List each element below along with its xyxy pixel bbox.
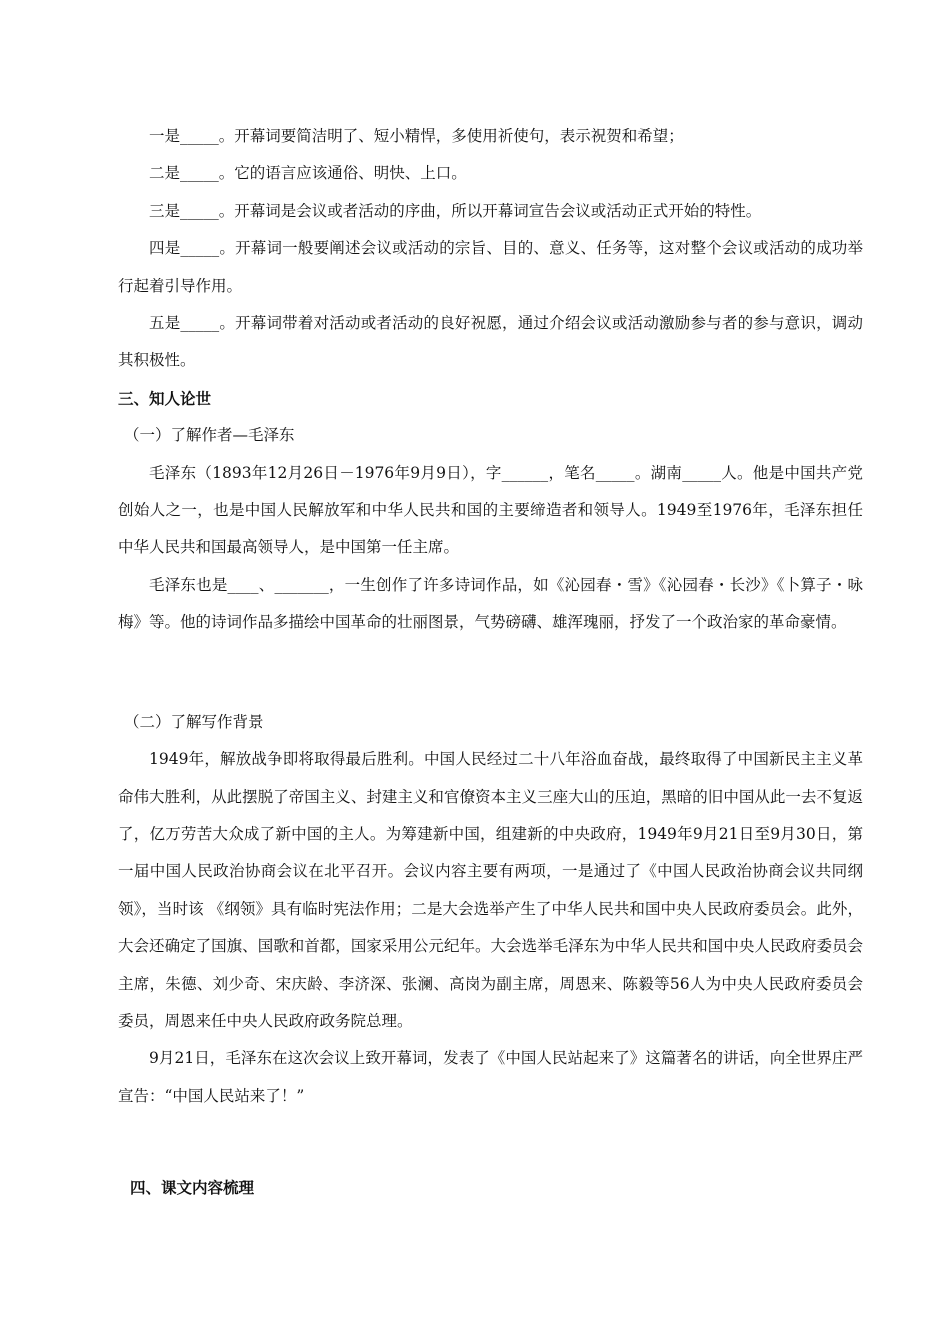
section-4-heading: 四、课文内容梳理	[130, 1178, 255, 1198]
author-paragraph-2: 毛泽东也是____、_______，一生创作了许多诗词作品，如《沁园春・雪》《沁园春・长沙》《卜算子・咏梅》等。他的诗词作品多描绘中国革命的壮丽图景，气势磅礴、雄浑瑰丽，抒发了一个政治家的革命豪情。	[118, 575, 863, 632]
feature-item-3: 三是_____。开幕词是会议或者活动的序曲，所以开幕词宣告会议或活动正式开始的特性。	[149, 201, 762, 220]
background-paragraph-2: 9月21日，毛泽东在这次会议上致开幕词，发表了《中国人民站起来了》这篇著名的讲话，向全世界庄严宣告：“中国人民站来了！”	[118, 1049, 863, 1105]
feature-item-1: 一是_____。开幕词要简洁明了、短小精悍，多使用祈使句，表示祝贺和希望；	[149, 127, 684, 145]
author-paragraph-1: 毛泽东（1893年12月26日－1976年9月9日），字______，笔名_____。湖南_____人。他是中国共产党创始人之一，也是中国人民解放军和中华人民共和国的主要缔造者和领导人。1949至1976年，毛泽东担任中华人民共和国最高领导人，是中国第一任主席。	[118, 463, 863, 557]
spacer	[118, 642, 863, 704]
section-3-sub2-heading: （二）了解写作背景	[124, 712, 264, 731]
document-page	[118, 118, 863, 1207]
section-3-sub1-heading: （一）了解作者—毛泽东	[124, 426, 295, 445]
background-paragraph-1: 1949年，解放战争即将取得最后胜利。中国人民经过二十八年浴血奋战，最终取得了中国新民主主义革命伟大胜利，从此摆脱了帝国主义、封建主义和官僚资本主义三座大山的压迫，黑暗的旧中国从此一去不复返了，亿万劳苦大众成了新中国的主人。为筹建新中国，组建新的中央政府，1949年9月21日至9月30日，第一届中国人民政治协商会议在北平召开。会议内容主要有两项，一是通过了《中国人民政治协商会议共同纲领》，当时该 《纲领》具有临时宪法作用；二是大会选举产生了中华人民共和国中央人民政府委员会。此外，大会还确定了国旗、国歌和首都，国家采用公元纪年。大会选举毛泽东为中华人民共和国中央人民政府委员会主席，朱德、刘少奇、宋庆龄、李济深、张澜、高岗为副主席，周恩来、陈毅等56人为中央人民政府委员会委员，周恩来任中央人民政府政务院总理。	[118, 750, 863, 1030]
feature-item-4: 四是_____。开幕词一般要阐述会议或活动的宗旨、目的、意义、任务等，这对整个会议或活动的成功举行起着引导作用。	[118, 239, 863, 295]
feature-item-5: 五是_____。开幕词带着对活动或者活动的良好祝愿，通过介绍会议或活动激励参与者的参与意识，调动其积极性。	[118, 314, 863, 370]
feature-item-2: 二是_____。它的语言应该通俗、明快、上口。	[149, 164, 467, 183]
section-3-heading: 三、知人论世	[118, 388, 212, 408]
spacer	[118, 1115, 863, 1169]
